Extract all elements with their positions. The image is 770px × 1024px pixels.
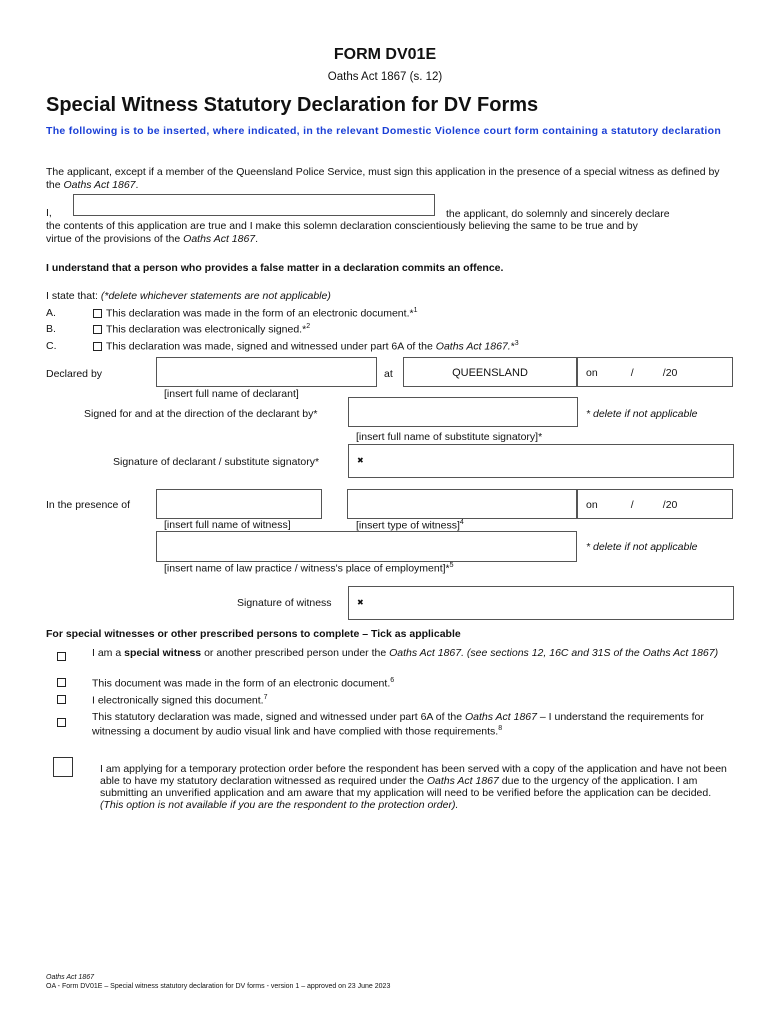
statement-b-letter: B. xyxy=(46,323,56,335)
at-label: at xyxy=(384,368,393,380)
statement-a[interactable]: This declaration was made in the form of an electronic document.*$^1$ xyxy=(93,307,417,320)
special-witness-text: I am a special witness or another prescribed person under the Oaths Act 1867. (see sections 12, 16C and 31S of the Oaths Act 1867) xyxy=(92,647,719,659)
intro-paragraph xyxy=(46,166,736,192)
footer-line: OA - Form DV01E – Special witness statutory declaration for DV forms - version 1 – approved on 23 June 2023 xyxy=(46,983,391,990)
witness-name-hint: [insert full name of witness] xyxy=(164,519,291,531)
intro-act: Oaths Act 1867 xyxy=(63,179,136,191)
law-practice-field[interactable] xyxy=(156,531,577,562)
law-practice-hint: [insert name of law practice / witness's place of employment]*$^5$ xyxy=(164,562,454,575)
substitute-name-field[interactable] xyxy=(348,397,578,427)
declared-on-field[interactable] xyxy=(577,357,733,387)
signature-declarant-label: Signature of declarant / substitute signatory* xyxy=(113,456,320,468)
instruction-text: The following is to be inserted, where indicated, in the relevant Domestic Violence court form containing a statutory declaration xyxy=(46,125,722,137)
electronic-document-checkbox[interactable] xyxy=(57,678,66,687)
statement-c-checkbox[interactable] xyxy=(93,342,102,351)
special-witness-heading: For special witnesses or other prescribed persons to complete – Tick as applicable xyxy=(46,628,461,640)
witness-name-field[interactable] xyxy=(156,489,322,519)
witness-type-hint: [insert type of witness]$^4$ xyxy=(356,519,464,532)
offence-notice: I understand that a person who provides a false matter in a declaration commits an offence. xyxy=(46,262,504,274)
witness-on-label: on xyxy=(586,499,598,511)
statements-intro: I state that: (*delete whichever statements are not applicable) xyxy=(46,290,331,302)
substitute-delete-note: * delete if not applicable xyxy=(586,408,698,420)
declared-by-label: Declared by xyxy=(46,368,103,380)
declared-date: / /20 xyxy=(630,367,678,379)
declarant-name-hint: [insert full name of declarant] xyxy=(164,388,299,400)
declare-text: the applicant, do solemnly and sincerely declare xyxy=(446,208,670,220)
declare-line-3: virtue of the provisions of the Oaths Act 1867. xyxy=(46,233,259,245)
footer-act: Oaths Act 1867 xyxy=(46,974,94,981)
electronically-signed-text: I electronically signed this document.$^7$ xyxy=(92,694,268,707)
avl-witnessing-text: This statutory declaration was made, signed and witnessed under part 6A of the Oaths Act 1867 – I understand the requirements for witnessing a document by audio visual link and have complied with those requirements.$^8$ xyxy=(92,711,704,738)
page-title: Special Witness Statutory Declaration for DV Forms xyxy=(46,94,539,116)
practice-delete-note: * delete if not applicable xyxy=(586,541,698,553)
intro-end: . xyxy=(135,179,139,191)
statement-b[interactable]: This declaration was electronically signed.*$^2$ xyxy=(93,323,310,336)
witness-type-field[interactable] xyxy=(347,489,577,519)
declare-line-2: the contents of this application are true and I make this solemn declaration conscientiously believing the same to be true and by xyxy=(46,220,638,232)
electronic-document-text: This document was made in the form of an electronic document.$^6$ xyxy=(92,677,395,690)
i-label: I, xyxy=(46,207,52,219)
witness-on-field[interactable] xyxy=(577,489,733,519)
signature-witness-label: Signature of witness xyxy=(237,597,332,609)
presence-label: In the presence of xyxy=(46,499,131,511)
signature-cross-icon: ✖ xyxy=(357,456,364,465)
on-label: on xyxy=(586,367,598,379)
statement-a-checkbox[interactable] xyxy=(93,309,102,318)
act-reference: Oaths Act 1867 (s. 12) xyxy=(327,71,443,83)
avl-witnessing-checkbox[interactable] xyxy=(57,718,66,727)
tpo-checkbox[interactable] xyxy=(53,757,73,777)
statement-c-letter: C. xyxy=(46,340,57,352)
statement-c[interactable]: This declaration was made, signed and witnessed under part 6A of the Oaths Act 1867.*$^3$ xyxy=(93,340,519,353)
substitute-label: Signed for and at the direction of the declarant by* xyxy=(84,408,318,420)
substitute-name-hint: [insert full name of substitute signatory]* xyxy=(356,431,543,443)
signature-declarant-field[interactable] xyxy=(348,444,734,478)
signature-cross-icon: ✖ xyxy=(357,598,364,607)
witness-date: / /20 xyxy=(630,499,678,511)
declared-at-field[interactable]: QUEENSLAND xyxy=(403,357,577,387)
declared-by-name-field[interactable] xyxy=(156,357,377,387)
intro-text: The applicant, except if a member of the Queensland Police Service, must sign this application in the presence of a special witness as defined by the xyxy=(46,166,720,191)
statement-a-letter: A. xyxy=(46,307,56,319)
signature-witness-field[interactable] xyxy=(348,586,734,620)
declarant-name-field[interactable] xyxy=(73,194,435,216)
form-number: FORM DV01E xyxy=(333,46,437,63)
tpo-text: I am applying for a temporary protection order before the respondent has been served with a copy of the application and have not been able to have my statutory declaration witnessed as required under the Oaths Act 1867 due to the urgency of the application. I am submitting an unverified application and am aware that my application will need to be verified before the application can be decided. (This option is not available if you are the respondent to the protection order). xyxy=(100,763,727,811)
special-witness-checkbox[interactable] xyxy=(57,652,66,661)
statement-b-checkbox[interactable] xyxy=(93,325,102,334)
electronically-signed-checkbox[interactable] xyxy=(57,695,66,704)
